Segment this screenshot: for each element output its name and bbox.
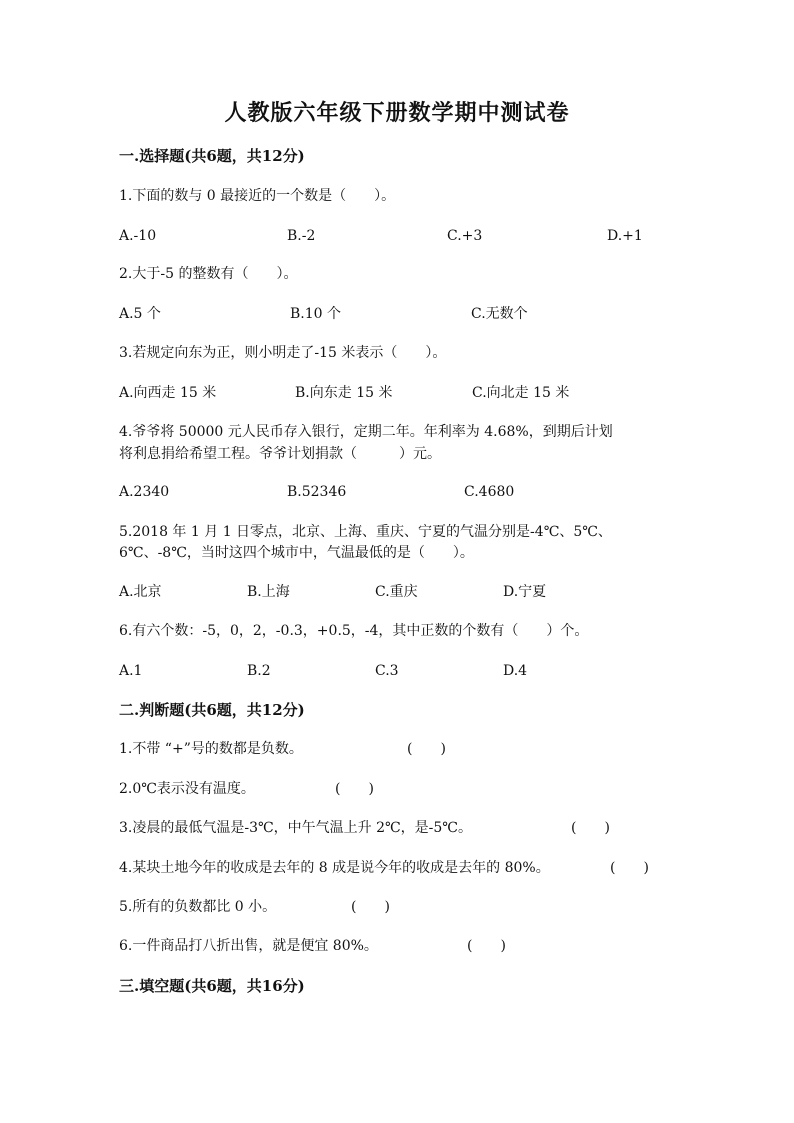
answer-bracket: ( ) xyxy=(335,781,374,797)
option: A.-10 xyxy=(119,228,157,244)
option: B.向东走 15 米 xyxy=(295,385,393,401)
section-heading-fill: 三.填空题(共6题，共16分) xyxy=(119,977,305,995)
option: A.2340 xyxy=(119,484,170,500)
option: A.向西走 15 米 xyxy=(119,385,217,401)
answer-bracket: ( ) xyxy=(351,899,390,915)
answer-bracket: ( ) xyxy=(610,860,649,876)
judgement-item: 2.0℃表示没有温度。 xyxy=(119,781,255,797)
option: C.4680 xyxy=(464,484,515,500)
judgement-item: 6.一件商品打八折出售，就是便宜 80%。 xyxy=(119,938,378,954)
judgement-item: 4.某块土地今年的收成是去年的 8 成是说今年的收成是去年的 80%。 xyxy=(119,860,550,876)
option: B.上海 xyxy=(247,584,290,600)
option: D.+1 xyxy=(607,228,643,244)
option: A.1 xyxy=(119,663,143,679)
option: C.+3 xyxy=(447,228,483,244)
option: B.-2 xyxy=(287,228,316,244)
option: B.2 xyxy=(247,663,271,679)
question-text-line: 5.2018 年 1 月 1 日零点，北京、上海、重庆、宁夏的气温分别是-4℃、5℃、 xyxy=(119,524,612,540)
answer-bracket: ( ) xyxy=(467,938,506,954)
option: A.北京 xyxy=(119,584,162,600)
judgement-item: 1.不带 “+”号的数都是负数。 xyxy=(119,741,303,757)
question-text: 1.下面的数与 0 最接近的一个数是（ ）。 xyxy=(119,188,396,204)
question-text: 6.有六个数：-5，0，2，-0.3，+0.5，-4，其中正数的个数有（ ）个。 xyxy=(119,623,589,639)
section-heading-judgement: 二.判断题(共6题，共12分) xyxy=(119,701,305,719)
option: D.4 xyxy=(503,663,528,679)
option: B.52346 xyxy=(287,484,347,500)
answer-bracket: ( ) xyxy=(571,820,610,836)
option: C.3 xyxy=(375,663,399,679)
option: C.向北走 15 米 xyxy=(472,385,570,401)
option: B.10 个 xyxy=(290,306,342,322)
option: C.重庆 xyxy=(375,584,418,600)
judgement-item: 5.所有的负数都比 0 小。 xyxy=(119,899,277,915)
option: A.5 个 xyxy=(119,306,161,322)
option: D.宁夏 xyxy=(503,584,547,600)
exam-title: 人教版六年级下册数学期中测试卷 xyxy=(224,100,570,126)
answer-bracket: ( ) xyxy=(407,741,446,757)
question-text-line: 6℃、-8℃，当时这四个城市中，气温最低的是（ ）。 xyxy=(119,545,474,561)
section-heading-choice: 一.选择题(共6题，共12分) xyxy=(119,147,305,165)
question-text-line: 将利息捐给希望工程。爷爷计划捐款（ ）元。 xyxy=(119,446,441,462)
option: C.无数个 xyxy=(471,306,528,322)
judgement-item: 3.凌晨的最低气温是-3℃，中午气温上升 2℃，是-5℃。 xyxy=(119,820,472,836)
question-text: 2.大于-5 的整数有（ ）。 xyxy=(119,266,298,282)
question-text: 3.若规定向东为正，则小明走了-15 米表示（ ）。 xyxy=(119,345,447,361)
question-text-line: 4.爷爷将 50000 元人民币存入银行，定期二年。年利率为 4.68%，到期后计划 xyxy=(119,424,613,440)
